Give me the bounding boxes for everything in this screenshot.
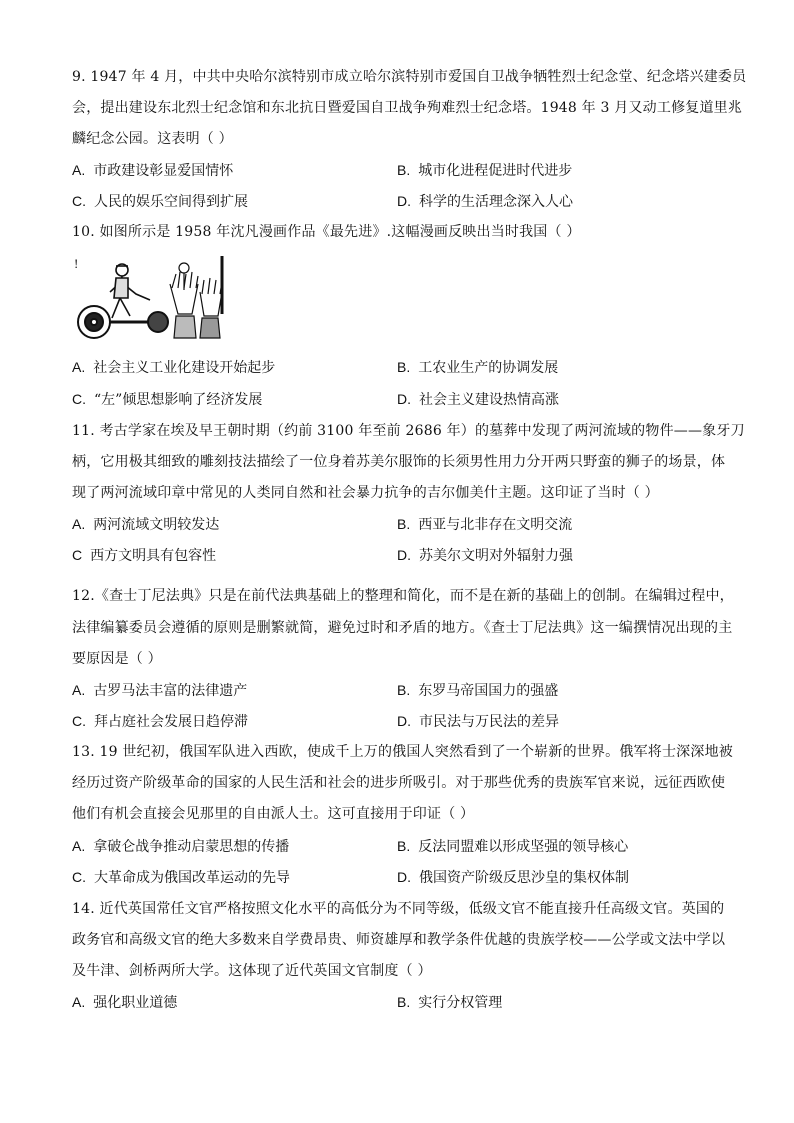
q11-option-b[interactable]	[397, 513, 572, 536]
option-label: B.	[397, 682, 411, 698]
q11-option-d[interactable]	[397, 544, 573, 567]
cartoon-image	[72, 254, 232, 344]
option-text: 社会主义工业化建设开始起步	[93, 360, 276, 376]
q12-option-a[interactable]	[72, 679, 247, 702]
option-text: 西亚与北非存在文明交流	[418, 517, 573, 533]
option-label: B.	[397, 162, 411, 178]
q10-option-c[interactable]	[72, 388, 262, 411]
option-label: D.	[397, 193, 411, 209]
q14-stem-line2: 政务官和高级文官的绝大多数来自学费昂贵、师资雄厚和教学条件优越的贵族学校——公学或文法中学以	[72, 932, 726, 948]
option-label: D.	[397, 391, 411, 407]
q9-stem-line1: 9. 1947 年 4 月，中共中央哈尔滨特别市成立哈尔滨特别市爱国自卫战争牺牲烈士纪念堂、纪念塔兴建委员	[72, 69, 747, 85]
option-text: 拿破仑战争推动启蒙思想的传播	[93, 839, 290, 855]
q12-option-c[interactable]	[72, 710, 248, 733]
q11-option-c[interactable]	[72, 544, 216, 567]
option-text: 大革命成为俄国改革运动的先导	[94, 870, 290, 886]
q13-option-b[interactable]	[397, 835, 628, 858]
q13-option-c[interactable]	[72, 866, 290, 889]
option-label: D.	[397, 869, 411, 885]
option-text: 科学的生活理念深入人心	[419, 194, 573, 210]
machine-wheel	[78, 306, 168, 338]
q9-stem-line3: 麟纪念公园。这表明（ ）	[72, 131, 233, 147]
option-text: 东罗马帝国国力的强盛	[418, 683, 559, 699]
q11-stem-line2: 柄，它用极其细致的雕刻技法描绘了一位身着苏美尔服饰的长须男性用力分开两只野蛮的狮子的场景，体	[72, 454, 726, 470]
option-text: 反法同盟难以形成坚强的领导核心	[418, 839, 629, 855]
q12-stem-line3: 要原因是（ ）	[72, 651, 162, 667]
option-label: A.	[72, 516, 86, 532]
option-label: B.	[397, 359, 411, 375]
option-label: C.	[72, 713, 86, 729]
option-text: 人民的娱乐空间得到扩展	[94, 194, 248, 210]
q9-option-c[interactable]	[72, 190, 248, 213]
q14-option-b[interactable]	[397, 991, 502, 1014]
q13-stem-line3: 他们有机会直接会见那里的自由派人士。这可直接用于印证（ ）	[72, 806, 475, 822]
option-text: 俄国资产阶级反思沙皇的集权体制	[419, 870, 629, 886]
q12-stem-line2: 法律编纂委员会遵循的原则是删繁就简，避免过时和矛盾的地方。《查士丁尼法典》这一编撰情况出现的主	[72, 620, 733, 636]
q9-option-b[interactable]	[397, 159, 572, 182]
worker-figure	[110, 264, 150, 318]
option-label: A.	[72, 994, 86, 1010]
q11-stem-line3: 现了两河流域印章中常见的人类同自然和社会暴力抗争的吉尔伽美什主题。这印证了当时（ ）	[72, 485, 659, 501]
option-text: 古罗马法丰富的法律遗产	[93, 683, 248, 699]
q12-option-d[interactable]	[397, 710, 559, 733]
q10-option-b[interactable]	[397, 356, 558, 379]
option-label: B.	[397, 838, 411, 854]
option-label: B.	[397, 994, 411, 1010]
q14-stem-line3: 及牛津、剑桥两所大学。这体现了近代英国文官制度（ ）	[72, 963, 432, 979]
option-label: C	[72, 547, 83, 563]
option-text: 西方文明具有包容性	[90, 548, 217, 564]
q13-stem-line2: 经历过资产阶级革命的国家的人民生活和社会的进步所吸引。对于那些优秀的贵族军官来说，远征西欧使	[72, 775, 726, 791]
q9-option-a[interactable]	[72, 159, 233, 182]
q10-option-d[interactable]	[397, 388, 559, 411]
q9-stem-line2: 会，提出建设东北烈士纪念馆和东北抗日暨爱国自卫战争殉难烈士纪念塔。1948 年 3 月又动工修复道里兆	[72, 100, 743, 116]
option-text: 社会主义建设热情高涨	[419, 392, 559, 408]
option-text: “左”倾思想影响了经济发展	[94, 392, 263, 408]
q12-option-b[interactable]	[397, 679, 558, 702]
option-text: 苏美尔文明对外辐射力强	[419, 548, 573, 564]
option-text: 工农业生产的协调发展	[418, 360, 559, 376]
q12-stem-line1: 12.《查士丁尼法典》只是在前代法典基础上的整理和简化，而不是在新的基础上的创制。在编辑过程中，	[72, 588, 734, 604]
option-text: 实行分权管理	[418, 995, 503, 1011]
q14-stem-line1: 14. 近代英国常任文官严格按照文化水平的高低分为不同等级，低级文官不能直接升任高级文官。英国的	[72, 901, 725, 917]
q9-option-d[interactable]	[397, 190, 573, 213]
option-text: 城市化进程促进时代进步	[418, 163, 573, 179]
option-label: D.	[397, 547, 411, 563]
q13-option-a[interactable]	[72, 835, 289, 858]
q10-option-a[interactable]	[72, 356, 275, 379]
option-label: C.	[72, 193, 86, 209]
q13-option-d[interactable]	[397, 866, 629, 889]
option-label: A.	[72, 359, 86, 375]
option-label: A.	[72, 682, 86, 698]
option-label: C.	[72, 869, 86, 885]
option-label: A.	[72, 162, 86, 178]
q11-option-a[interactable]	[72, 513, 219, 536]
option-text: 市政建设彰显爱国情怀	[93, 163, 234, 179]
q13-stem-line1: 13. 19 世纪初，俄国军队进入西欧，使成千上万的俄国人突然看到了一个崭新的世界。俄军将士深深地被	[72, 744, 733, 760]
option-label: A.	[72, 838, 86, 854]
option-text: 拜占庭社会发展日趋停滞	[94, 714, 248, 730]
wheat-sheaves	[170, 256, 222, 338]
q14-option-a[interactable]	[72, 991, 177, 1014]
option-label: D.	[397, 713, 411, 729]
cartoon-marks: !	[74, 256, 79, 271]
option-text: 市民法与万民法的差异	[419, 714, 559, 730]
q11-stem-line1: 11. 考古学家在埃及早王朝时期（约前 3100 年至前 2686 年）的墓葬中发现了两河流域的物件——象牙刀	[72, 423, 745, 439]
q10-stem-line1: 10. 如图所示是 1958 年沈凡漫画作品《最先进》.这幅漫画反映出当时我国（ ）	[72, 224, 581, 240]
option-text: 两河流域文明较发达	[93, 517, 220, 533]
option-label: B.	[397, 516, 411, 532]
option-text: 强化职业道德	[93, 995, 178, 1011]
option-label: C.	[72, 391, 86, 407]
